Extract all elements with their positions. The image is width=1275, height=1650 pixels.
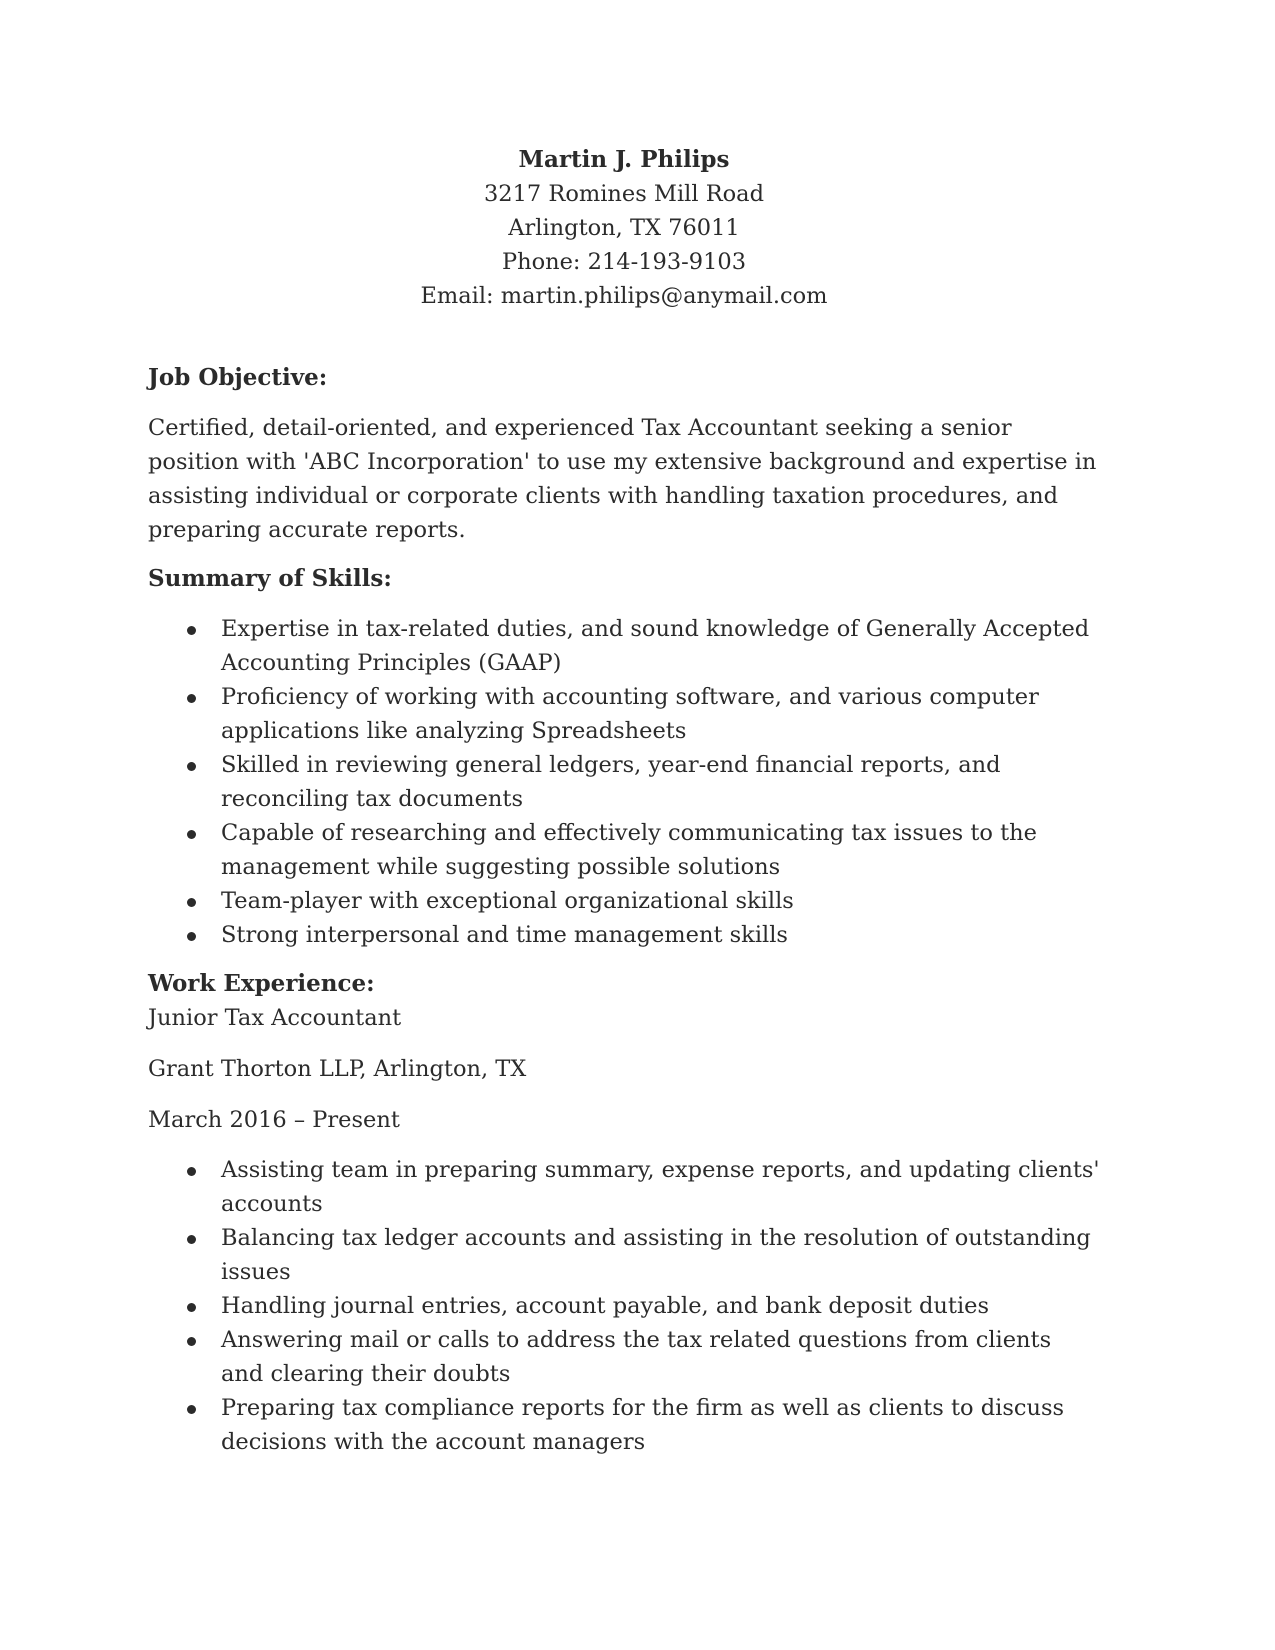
- duty-text: Preparing tax compliance reports for the firm as well as clients to discuss decisions with the account managers: [221, 1395, 1065, 1455]
- skill-text: Skilled in reviewing general ledgers, year-end financial reports, and reconciling tax documents: [221, 752, 1001, 812]
- list-item: [148, 1153, 1100, 1221]
- skills-list: [148, 612, 1100, 952]
- duties-list: [148, 1153, 1100, 1459]
- employment-dates: March 2016 – Present: [148, 1107, 400, 1133]
- bullet-icon: [187, 1405, 196, 1414]
- address-line-2: Arlington, TX 76011: [508, 215, 740, 241]
- email-address: Email: martin.philips@anymail.com: [420, 283, 828, 309]
- list-item: [148, 1289, 1100, 1323]
- skill-text: Capable of researching and effectively communicating tax issues to the management while suggesting possible solutions: [221, 820, 1037, 880]
- list-item: [148, 918, 1100, 952]
- duty-text: Answering mail or calls to address the tax related questions from clients and clearing their doubts: [221, 1327, 1052, 1387]
- contact-header: [148, 143, 1100, 313]
- skill-text: Team-player with exceptional organizational skills: [221, 888, 794, 914]
- bullet-icon: [187, 762, 196, 771]
- employer: Grant Thorton LLP, Arlington, TX: [148, 1056, 527, 1082]
- objective-heading: Job Objective:: [148, 364, 328, 391]
- duty-text: Assisting team in preparing summary, expense reports, and updating clients' accounts: [221, 1157, 1100, 1217]
- duty-text: Balancing tax ledger accounts and assisting in the resolution of outstanding issues: [221, 1225, 1091, 1285]
- list-item: [148, 884, 1100, 918]
- skills-heading: Summary of Skills:: [148, 565, 392, 592]
- bullet-icon: [187, 830, 196, 839]
- bullet-icon: [187, 898, 196, 907]
- list-item: [148, 748, 1100, 816]
- bullet-icon: [187, 1167, 196, 1176]
- candidate-name: Martin J. Philips: [518, 146, 730, 173]
- list-item: [148, 680, 1100, 748]
- list-item: [148, 1323, 1100, 1391]
- phone-number: Phone: 214-193-9103: [501, 249, 747, 275]
- bullet-icon: [187, 1303, 196, 1312]
- skill-text: Strong interpersonal and time management skills: [221, 922, 788, 948]
- bullet-icon: [187, 626, 196, 635]
- list-item: [148, 816, 1100, 884]
- list-item: [148, 612, 1100, 680]
- bullet-icon: [187, 1337, 196, 1346]
- skill-text: Expertise in tax-related duties, and sound knowledge of Generally Accepted Accounting Principles (GAAP): [221, 616, 1090, 676]
- duty-text: Handling journal entries, account payable, and bank deposit duties: [221, 1293, 990, 1319]
- bullet-icon: [187, 1235, 196, 1244]
- job-title: Junior Tax Accountant: [148, 1005, 402, 1031]
- address-line-1: 3217 Romines Mill Road: [483, 181, 765, 207]
- list-item: [148, 1221, 1100, 1289]
- resume-page: [148, 143, 1100, 1459]
- list-item: [148, 1391, 1100, 1459]
- bullet-icon: [187, 932, 196, 941]
- bullet-icon: [187, 694, 196, 703]
- skill-text: Proficiency of working with accounting software, and various computer applications like analyzing Spreadsheets: [221, 684, 1039, 744]
- objective-text: Certified, detail-oriented, and experienced Tax Accountant seeking a senior position with 'ABC Incorporation' to use my extensive background and expertise in assisting individual or corporate clients with handling taxation procedures, and preparing accurate reports.: [148, 415, 1097, 543]
- work-heading: Work Experience:: [148, 970, 375, 997]
